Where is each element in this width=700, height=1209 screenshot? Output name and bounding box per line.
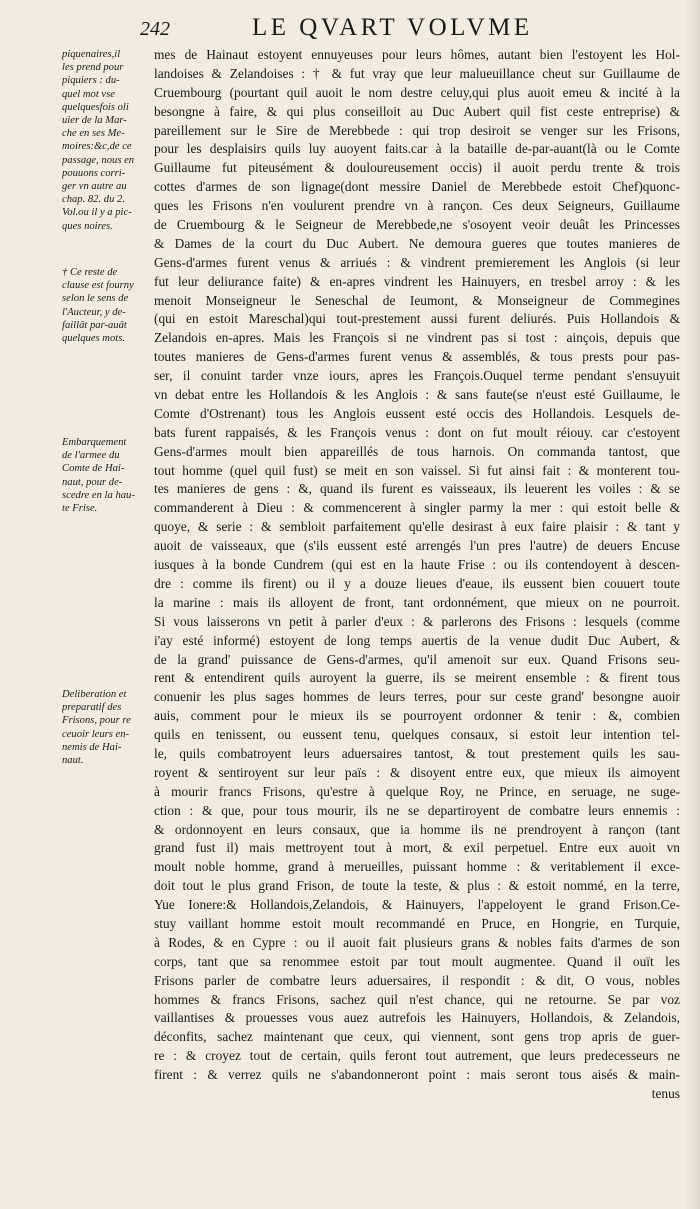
text-line: stuy vaillant homme estoit moult recommandé en Pruce, en Hongrie, en Turquie,: [154, 915, 680, 931]
text-line: royent & sentiroyent sur leur païs : & disoyent entre eux, que mieux ils aimoyent: [154, 764, 680, 780]
sidenote-line: les prend pour: [62, 62, 124, 74]
sidenote-piquenaires: [62, 48, 150, 233]
text-line: ser, il conuint tarder vnze iours, apres les François.Ouquel terme pendant s'ensuyuit: [154, 368, 680, 384]
sidenote-line: Deliberation et: [62, 689, 127, 700]
text-line: Zelandois en-apres. Mais les François si ne vindrent pas si tost : ainçois, depuis que: [154, 330, 680, 346]
text-line: Gens-d'armes moult bien appareillés de tous harnois. On commanda tantost, que: [154, 443, 680, 459]
text-line: hommes & francs Frisons, sachez quil n'est chance, qui ne retourne. Se par voz: [154, 991, 680, 1007]
sidenote-line: ques noires.: [62, 220, 113, 232]
text-line: vaillantises & prouesses vous auez autrefois les Hainuyers, Hollandois, & Zelandois,: [154, 1010, 680, 1026]
sidenote-line: piquenaires,il: [62, 49, 121, 60]
sidenote-line: scedre en la hau-: [62, 489, 135, 501]
text-line: besongne à faire, & qui plus conseilloit au Duc Aubert quil fist ceste entreprise) &: [154, 103, 680, 119]
text-line: moult noble homme, grand à merueilles, puissant homme : & veritablement il exce-: [154, 859, 680, 875]
catchword: tenus: [651, 1085, 680, 1101]
text-line: grand fust il) mais mettroyent tout à mort, & exil perpetuel. Entre eux auoit vn: [154, 840, 680, 856]
sidenote-line: pouuons corri-: [62, 167, 126, 179]
text-line: à Rodes, & en Cypre : ou il auoit fait plusieurs grans & nobles faits d'armes de son: [154, 934, 680, 950]
sidenote-line: naut.: [62, 755, 84, 767]
text-line: (qui en estoit Mareschal)qui tout-prestement aussi furent deliurés. Puis Hollandois &: [154, 311, 680, 327]
main-text-block: [154, 46, 680, 1104]
sidenote-line: naut, pour de-: [62, 476, 123, 488]
text-line: landoises & Zelandoises : † & fut vray que leur malueuillance cheut sur Guillaume de: [154, 65, 680, 81]
text-line: à mourir francs Frisons, qu'estre à quelque Roy, ne Prince, en seruage, ne suge-: [154, 783, 680, 799]
sidenote-line: Vol.ou il y a pic-: [62, 207, 132, 219]
sidenote-embarquement: [62, 436, 150, 515]
text-line: Si vous laisserons vn petit à parler d'eux : & parlerons des Frisons : lesquels (comme: [154, 613, 680, 629]
sidenote-line: quelquesfois oli: [62, 101, 129, 113]
sidenote-line: quel mot vse: [62, 88, 115, 100]
text-line: auis, comment pour le mieux ils se pourroyent ordonner & tenir : &, combien: [154, 708, 680, 724]
text-line: Yue Ionere:& Hollandois,Zelandois, & Hainuyers, l'appeloyent le grand Frison.Ce-: [154, 897, 680, 913]
text-line: le, quils combatroyent leurs aduersaires tantost, & tout prestement quils les sau-: [154, 745, 680, 761]
text-line: dre : comme ils firent) ou il y a douze lieues d'eaue, ils eussent bien couuert toute: [154, 575, 680, 591]
text-line: corps, tant que sa renommee estoit par tout moult augmentee. Quand il ouït les: [154, 953, 680, 969]
text-line: vn debat entre les Hollandois & les Anglois : & sans faute(se n'eust esté Guillaume, le: [154, 387, 680, 403]
text-line: fut leur deliurance faite) & en-apres vindrent les Hainuyers, en tresbel arroy : & les: [154, 273, 680, 289]
sidenote-deliberation: [62, 688, 150, 767]
sidenote-line: te Frise.: [62, 503, 98, 515]
sidenote-line: preparatif des: [62, 702, 122, 714]
sidenote-line: uier de la Mar-: [62, 115, 127, 127]
text-line: toutes manieres de Gens-d'armes furent venus & assemblés, & tous prests pour pas-: [154, 349, 680, 365]
text-line: pareillement sur le Sire de Merebbede : qui trop desiroit se venger sur les Frisons,: [154, 122, 680, 138]
text-line: de la grand' puissance de Gens-d'armes, qu'il amenoit sur eux. Quand Frisons seu-: [154, 651, 680, 667]
text-line: doit tout le plus grand Frison, de toute la teste, & plus : & estoit nommé, en la terre,: [154, 878, 680, 894]
text-line: Gens-d'armes furent venus & arriués : & vindrent premierement les Anglois (si leur: [154, 254, 680, 270]
sidenote-line: quelques mots.: [62, 333, 125, 345]
sidenote-line: de l'armee du: [62, 450, 120, 462]
text-line: i'ay esté informé) estoyent de long temps auertis de la venue dudit Duc Aubert, &: [154, 632, 680, 648]
text-line: tes manieres de gens : &, quand ils furent es vaisseaux, ils leuerent les voiles : & se: [154, 481, 680, 497]
text-line: rent & entendirent quils auroyent la guerre, ils se meirent ensemble : & firent tous: [154, 670, 680, 686]
text-line: ques les Frisons n'en voulurent prendre vn à rançon. Ces deux Seigneurs, Guillaume: [154, 198, 680, 214]
text-line: iusques à la bonde Cundrem (qui est en la haute Frise : ou ils contendoyent à descen-: [154, 557, 680, 573]
text-line: quils en tenissent, ou eussent tenu, quelques consaux, si estoit leur intention tel-: [154, 727, 680, 743]
text-line: firent : & verrez quils ne s'abandonneront point : mais seront tous aisés & main-: [154, 1067, 680, 1083]
text-line: re : & croyez tout de certain, quils feront tout autrement, que leurs predecesseurs ne: [154, 1048, 680, 1064]
text-line: commanderent à Dieu : & commencerent à singler parmy la mer : qui estoit belle &: [154, 500, 680, 516]
sidenote-line: l'Aucteur, y de-: [62, 306, 126, 318]
sidenote-line: faillât par-auât: [62, 319, 127, 331]
sidenote-line: ger vn autre au: [62, 181, 127, 193]
text-line: Comte d'Ostrenant) tous les Anglois eussent esté occis des Hollandois. Lesquels de-: [154, 405, 680, 421]
running-title: LE QVART VOLVME: [252, 14, 533, 41]
text-line: Frisons parler de combatre leurs aduersaires, il respondit : & dit, O vous, nobles: [154, 972, 680, 988]
sidenote-line: Comte de Hai-: [62, 463, 125, 475]
sidenote-line: clause est fourny: [62, 280, 134, 292]
text-line: Cruembourg (pourtant quil auoit le nom destre celuy,qui plus auoit emeu & incité à la: [154, 84, 680, 100]
text-line: Guillaume fut piteusément & douloureusement occis) il auoit perdu trente & trois: [154, 160, 680, 176]
sidenote-line: Embarquement: [62, 437, 127, 448]
text-line: quoye, & serie : & sembloit parfaitement qu'elle desirast à eux faire plaisir : & tant y: [154, 519, 680, 535]
sidenote-line: moires:&c,de ce: [62, 141, 132, 153]
text-line: & Dames de la court du Duc Aubert. Ne demoura gueres que toutes manieres de: [154, 235, 680, 251]
page-number: 242: [140, 18, 170, 40]
text-line: mes de Hainaut estoyent ennuyeuses pour leurs hômes, autant bien l'estoyent les Hol-: [154, 47, 680, 62]
text-line: de Cruembourg & le Seigneur de Merebbede,ne s'osoyent veoir deuât les Princesses: [154, 217, 680, 233]
text-line: tout homme (quel quil fust) se meit en son vaissel. Si fut ainsi fait : & monterent tou-: [154, 462, 680, 478]
page-edge-shadow: [684, 0, 700, 1209]
sidenote-line: † Ce reste de: [62, 267, 118, 278]
sidenote-line: che en ses Me-: [62, 128, 125, 140]
sidenote-line: nemis de Hai-: [62, 741, 122, 753]
text-line: cottes d'armes de son lignage(dont messire Daniel de Merebbede estoit Chef)quonc-: [154, 179, 680, 195]
sidenote-line: passage, nous en: [62, 154, 135, 166]
page-header: [0, 14, 700, 48]
sidenote-line: selon le sens de: [62, 293, 129, 305]
text-line: ction : & que, pour tous mourir, ils ne se departiroyent de combatre leurs ennemis :: [154, 802, 680, 818]
sidenote-line: chap. 82. du 2.: [62, 194, 125, 206]
sidenote-line: piquiers : du-: [62, 75, 120, 87]
sidenote-line: Frisons, pour re: [62, 715, 131, 727]
sidenote-clause: [62, 266, 150, 345]
text-line: auoit de vaisseaux, que (s'ils eussent esté arrengés l'un pres l'autre) de deuers Encuse: [154, 538, 680, 554]
text-line: bats furent rappaisés, & les François venus : dont on fut moult réiouy. car c'estoyent: [154, 424, 680, 440]
sidenote-line: ceuoir leurs en-: [62, 728, 130, 740]
text-line: menoit Monseigneur le Seneschal de Ieumont, & Monseigneur de Commegines: [154, 292, 680, 308]
text-line: & ordonnoyent en leurs consaux, que ia homme ils ne prendroyent à rançon (tant: [154, 821, 680, 837]
text-line: la marine : mais ils alloyent de front, tant ordonnément, que mieux on ne pourroit.: [154, 594, 680, 610]
text-line: pour les desplaisirs quils luy auoyent faits.car à la bataille de-par-auant(là ou le Comte: [154, 141, 680, 157]
text-line: déconfits, sachez maintenant que ceux, qui viennent, sont gens trop apris de guer-: [154, 1029, 680, 1045]
text-line: conuenir les plus sages hommes de leurs terres, pour sur ceste grand' besongne auoir: [154, 689, 680, 705]
